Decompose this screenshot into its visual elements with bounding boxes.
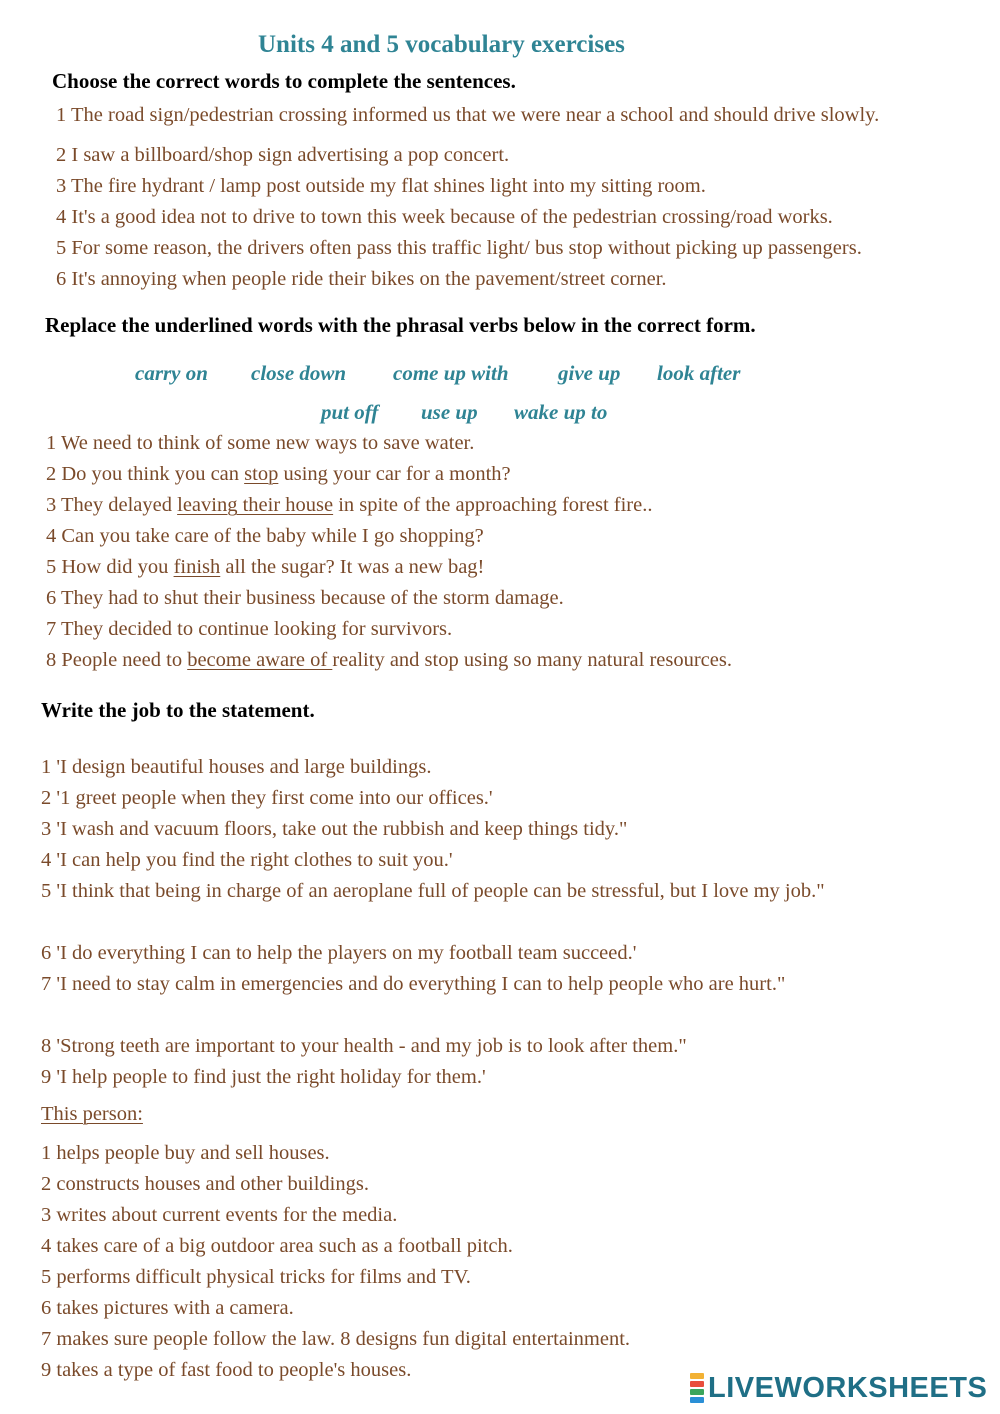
- person-item: 9 takes a type of fast food to people's houses.: [41, 1359, 412, 1381]
- person-item: 2 constructs houses and other buildings.: [41, 1173, 369, 1195]
- phrasal-verb: carry on: [135, 361, 208, 385]
- phrasal-verb: close down: [251, 361, 347, 385]
- phrasal-verb: use up: [421, 400, 478, 424]
- job-statement: 3 'I wash and vacuum floors, take out the rubbish and keep things tidy.": [41, 818, 628, 840]
- logo-mark-icon: [690, 1373, 704, 1405]
- section2-item: 6 They had to shut their business because of the storm damage.: [46, 587, 564, 609]
- job-statement: 5 'I think that being in charge of an aeroplane full of people can be stressful, but I love my job.": [41, 880, 825, 902]
- job-statement: 4 'I can help you find the right clothes to suit you.': [41, 849, 453, 871]
- underlined-phrase: become aware of: [187, 649, 333, 671]
- liveworksheets-logo: [690, 1372, 987, 1405]
- section1-item: 1 The road sign/pedestrian crossing informed us that we were near a school and should drive slowly.: [56, 104, 880, 126]
- section2-item: 8 People need to become aware of reality and stop using so many natural resources.: [46, 649, 732, 671]
- section2-heading: Replace the underlined words with the phrasal verbs below in the correct form.: [45, 313, 756, 337]
- page-title: Units 4 and 5 vocabulary exercises: [258, 31, 625, 58]
- person-label: This person:: [41, 1103, 143, 1125]
- section2-item: 4 Can you take care of the baby while I go shopping?: [46, 525, 484, 547]
- phrasal-verb: put off: [321, 400, 379, 424]
- job-statement: 2 '1 greet people when they first come into our offices.': [41, 787, 493, 809]
- section1-item: 6 It's annoying when people ride their bikes on the pavement/street corner.: [56, 268, 667, 290]
- phrasal-verb: look after: [657, 361, 741, 385]
- section1-heading: Choose the correct words to complete the sentences.: [52, 69, 516, 93]
- job-statement: 7 'I need to stay calm in emergencies and do everything I can to help people who are hurt.": [41, 973, 786, 995]
- person-item: 3 writes about current events for the media.: [41, 1204, 398, 1226]
- section3-heading: Write the job to the statement.: [41, 698, 315, 722]
- section1-item: 3 The fire hydrant / lamp post outside my flat shines light into my sitting room.: [56, 175, 706, 197]
- section1-item: 5 For some reason, the drivers often pass this traffic light/ bus stop without picking up passengers.: [56, 237, 862, 259]
- person-item: 6 takes pictures with a camera.: [41, 1297, 294, 1319]
- job-statement: 6 'I do everything I can to help the players on my football team succeed.': [41, 942, 637, 964]
- underlined-phrase: stop: [244, 463, 279, 485]
- section2-item: 3 They delayed leaving their house in spite of the approaching forest fire..: [46, 494, 653, 516]
- job-statement: 8 'Strong teeth are important to your health - and my job is to look after them.": [41, 1035, 687, 1057]
- person-item: 1 helps people buy and sell houses.: [41, 1142, 330, 1164]
- person-item: 4 takes care of a big outdoor area such as a football pitch.: [41, 1235, 513, 1257]
- phrasal-verb: give up: [558, 361, 621, 385]
- underlined-phrase: finish: [173, 556, 221, 578]
- section2-item: 2 Do you think you can stop using your car for a month?: [46, 463, 511, 485]
- underlined-phrase: leaving their house: [177, 494, 334, 516]
- section2-item: 5 How did you finish all the sugar? It was a new bag!: [46, 556, 485, 578]
- logo-text: LIVEWORKSHEETS: [708, 1372, 988, 1404]
- phrasal-verb: come up with: [393, 361, 509, 385]
- phrasal-verb: wake up to: [514, 400, 608, 424]
- section2-item: 7 They decided to continue looking for survivors.: [46, 618, 453, 640]
- section2-item: 1 We need to think of some new ways to save water.: [46, 432, 475, 454]
- job-statement: 9 'I help people to find just the right holiday for them.': [41, 1066, 486, 1088]
- section1-item: 2 I saw a billboard/shop sign advertising a pop concert.: [56, 144, 510, 166]
- job-statement: 1 'I design beautiful houses and large buildings.: [41, 756, 432, 778]
- section1-item: 4 It's a good idea not to drive to town this week because of the pedestrian crossing/road works.: [56, 206, 833, 228]
- person-item: 5 performs difficult physical tricks for films and TV.: [41, 1266, 471, 1288]
- person-item: 7 makes sure people follow the law. 8 designs fun digital entertainment.: [41, 1328, 631, 1350]
